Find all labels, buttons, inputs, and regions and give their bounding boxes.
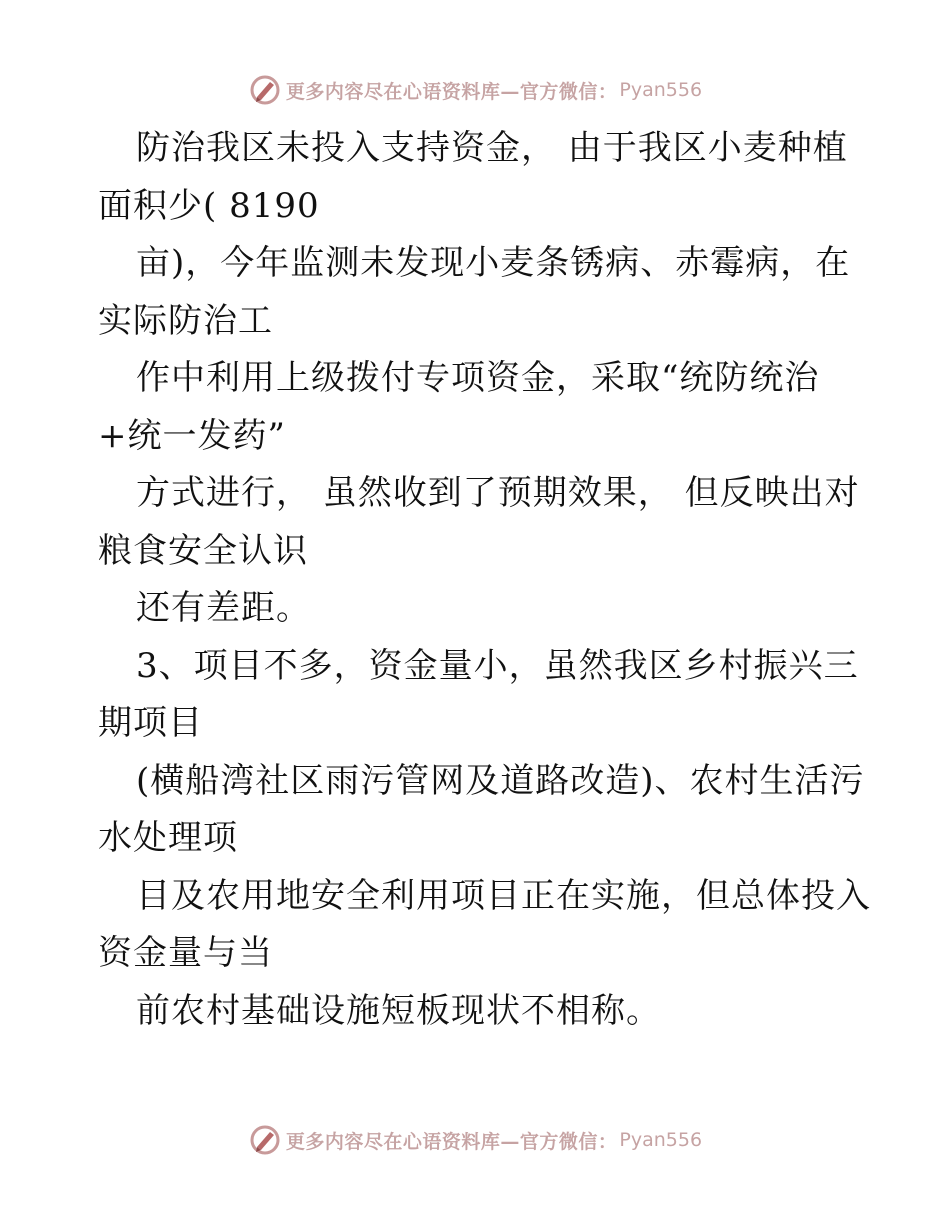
paragraph-line: (横船湾社区雨污管网及道路改造)、农村生活污 xyxy=(136,760,865,801)
pen-circle-logo-icon xyxy=(248,1123,282,1157)
document-body xyxy=(98,120,871,1040)
paragraph-line: 3、项目不多，资金量小，虽然我区乡村振兴三 xyxy=(136,645,859,686)
paragraph-line: 前农村基础设施短板现状不相称。 xyxy=(136,990,661,1031)
paragraph-line: 防治我区未投入支持资金， 由于我区小麦种植 xyxy=(136,128,848,168)
paragraph-line: 粮食安全认识 xyxy=(98,530,308,571)
watermark-wechat-id: Pyan556 xyxy=(619,1129,703,1151)
paragraph-line: 目及农用地安全利用项目正在实施，但总体投入 xyxy=(136,875,871,916)
paragraph-line: 水处理项 xyxy=(98,818,238,858)
paragraph-line: +统一发药” xyxy=(98,415,286,456)
watermark-text: 更多内容尽在心语资料库—官方微信： xyxy=(285,1130,618,1153)
footer-watermark-banner xyxy=(0,1118,950,1162)
header-watermark-banner xyxy=(0,68,950,112)
watermark-text: 更多内容尽在心语资料库—官方微信： xyxy=(285,80,618,103)
watermark-wechat-id: Pyan556 xyxy=(619,79,703,101)
paragraph-line: 方式进行， 虽然收到了预期效果， 但反映出对 xyxy=(136,473,860,513)
paragraph-line: 实际防治工 xyxy=(98,300,273,341)
paragraph-line: 亩)，今年监测未发现小麦条锈病、赤霉病，在 xyxy=(136,243,851,283)
paragraph-line: 作中利用上级拨付专项资金，采取“统防统治 xyxy=(136,358,820,398)
paragraph-line: 还有差距。 xyxy=(136,588,311,628)
paragraph-line: 资金量与当 xyxy=(98,933,273,973)
paragraph-line: 期项目 xyxy=(98,703,203,743)
paragraph-line: 面积少( 8190 xyxy=(98,185,320,226)
pen-circle-logo-icon xyxy=(248,73,282,107)
